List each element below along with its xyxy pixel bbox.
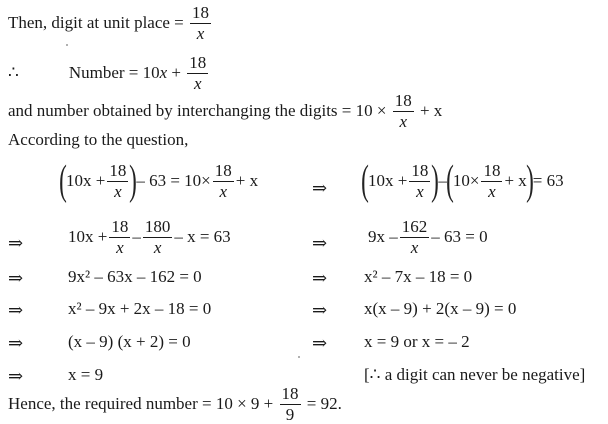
fraction: $\frac{18}{x}$ [394, 91, 412, 131]
implies-arrow: ⇒ [312, 233, 328, 253]
line-unit-digit [8, 4, 213, 43]
scan-speck [298, 356, 300, 358]
implies-arrow: ⇒ [8, 300, 24, 320]
line-according [8, 130, 188, 150]
fraction: $\frac{18}{x}$ [111, 217, 129, 257]
fraction: $\frac{18}{x}$ [483, 160, 501, 201]
number-label: Number = 10 [68, 63, 160, 83]
line-number: ∴ Number = 10 x + $\frac{18}{x}$ [8, 53, 207, 93]
line-conclusion: Hence, the required number = 10 × 9 + $\frac{18}{9}$ = 92. [8, 384, 342, 424]
fraction: $\frac{162}{x}$ [401, 217, 428, 257]
therefore-symbol: ∴ [8, 63, 19, 83]
conclusion-text: Hence, the required number = 10 × 9 + [8, 394, 274, 414]
equation-2-right: 9x – $\frac{162}{x}$ – 63 = 0 [368, 217, 488, 257]
equation-1-left: ( 10x + $\frac{18}{x}$ ) – 63 = 10× $\frac{18}{x}$ + x [59, 158, 259, 204]
fraction: $\frac{18}{x}$ [411, 160, 429, 201]
equation-3-right: x² – 7x – 18 = 0 [364, 267, 473, 286]
fraction: $\frac{18}{x}$ [109, 160, 127, 201]
fraction: $\frac{18}{9}$ [281, 384, 299, 424]
equation-2-left: 10x + $\frac{18}{x}$ – $\frac{180}{x}$ – x = 63 [68, 217, 231, 257]
equation-4-left: x² – 9x + 2x – 18 = 0 [68, 299, 212, 318]
fraction: $\frac{180}{x}$ [144, 217, 171, 257]
implies-arrow: ⇒ [312, 333, 328, 353]
implies-arrow: ⇒ [8, 333, 24, 353]
scan-speck [66, 44, 68, 46]
equation-4-right: x(x – 9) + 2(x – 9) = 0 [364, 299, 517, 318]
unit-digit-text: Then, digit at unit place = [8, 13, 184, 33]
equation-5-left: (x – 9) (x + 2) = 0 [68, 332, 191, 351]
according-text: According to the question, [8, 130, 189, 149]
negative-digit-note: [∴ a digit can never be negative] [364, 365, 586, 384]
implies-arrow: ⇒ [312, 178, 328, 198]
interchanged-text: and number obtained by interchanging the digits = 10 × [8, 101, 387, 121]
equation-6-left: x = 9 [68, 365, 104, 384]
equation-3-left: 9x² – 63x – 162 = 0 [68, 267, 202, 286]
implies-arrow: ⇒ [8, 268, 24, 288]
line-interchanged-number: and number obtained by interchanging the digits = 10 × $\frac{18}{x}$ + x [8, 91, 443, 131]
implies-arrow: ⇒ [312, 300, 328, 320]
implies-arrow: ⇒ [8, 366, 24, 386]
implies-arrow: ⇒ [8, 233, 24, 253]
fraction: $\frac{18}{x}$ [189, 53, 207, 93]
fraction: $\frac{18}{x}$ [214, 160, 232, 201]
fraction: $\frac{18}{x}$ [192, 3, 210, 43]
equation-5-right: x = 9 or x = – 2 [364, 332, 470, 351]
equation-1-right: ( 10x + $\frac{18}{x}$ ) – ( 10× $\frac{18}{x}$ + x ) = 63 [361, 158, 564, 204]
implies-arrow: ⇒ [312, 268, 328, 288]
